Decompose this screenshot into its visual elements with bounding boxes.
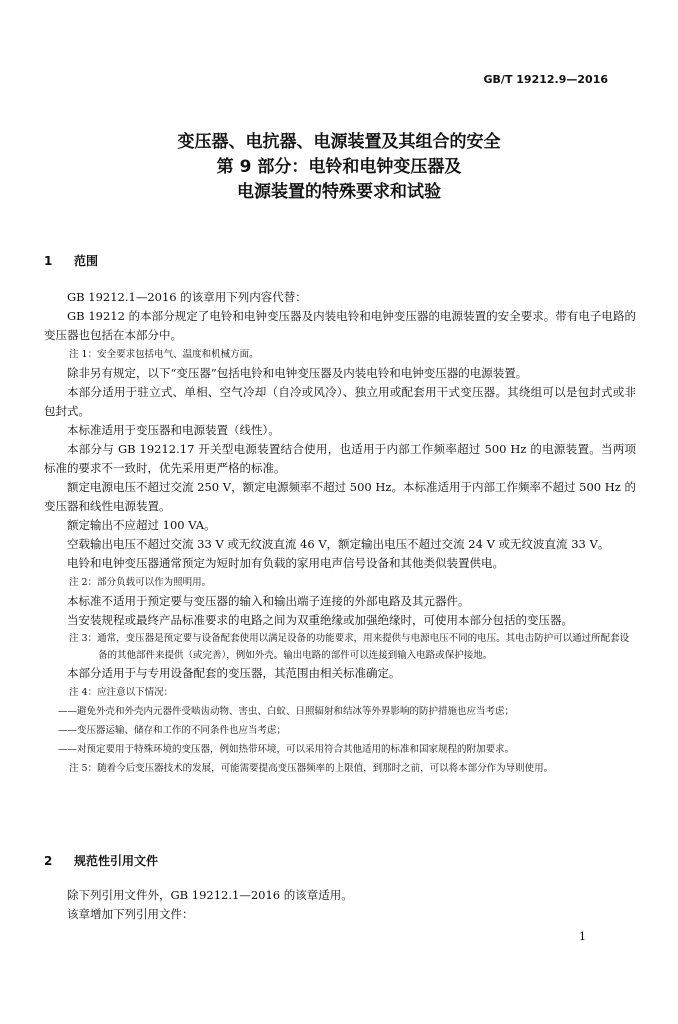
- paragraph: 该章增加下列引用文件：: [67, 907, 194, 921]
- paragraph: 额定电源电压不超过交流 250 V，额定电源频率不超过 500 Hz。本标准适用于内部工作频率不超过 500 Hz 的变压器和线性电源装置。: [44, 480, 636, 513]
- paragraph: 本部分适用于驻立式、单相、空气冷却（自冷或风冷）、独立用或配套用干式变压器。其绕组可以是包封式或非包封式。: [44, 385, 636, 418]
- title-line-2: 第 9 部分：电铃和电钟变压器及: [216, 157, 462, 177]
- title-line-1: 变压器、电抗器、电源装置及其组合的安全: [177, 132, 501, 152]
- list-item: ——变压器运输、储存和工作的不同条件也应当考虑；: [58, 725, 287, 736]
- section-title: 范围: [74, 254, 99, 268]
- section-number: 2: [44, 854, 53, 868]
- paragraph: 本标准适用于变压器和电源装置（线性）。: [67, 423, 280, 437]
- note: 注 1：安全要求包括电气、温度和机械方面。: [69, 349, 259, 360]
- paragraph: 除非另有规定，以下“变压器”包括电铃和电钟变压器及内装电铃和电钟变压器的电源装置。: [67, 366, 528, 380]
- title-line-3: 电源装置的特殊要求和试验: [237, 182, 441, 202]
- paragraph: 除下列引用文件外，GB 19212.1—2016 的该章适用。: [67, 888, 353, 902]
- paragraph: 本部分与 GB 19212.17 开关型电源装置结合使用，也适用于内部工作频率超过 500 Hz 的电源装置。当两项标准的要求不一致时，优先采用更严格的标准。: [44, 442, 636, 475]
- section-2-body: [44, 886, 636, 924]
- section-number: 1: [44, 254, 53, 268]
- paragraph: GB 19212.1—2016 的该章用下列内容代替：: [67, 290, 307, 304]
- standard-number: GB/T 19212.9—2016: [483, 73, 608, 86]
- paragraph: 空载输出电压不超过交流 33 V 或无纹波直流 46 V，额定输出电压不超过交流 24 V 或无纹波直流 33 V。: [67, 537, 610, 551]
- note: [44, 630, 636, 664]
- paragraph: 额定输出不应超过 100 VA。: [67, 518, 216, 532]
- section-1-heading: [44, 252, 98, 269]
- paragraph: 当安装规程或最终产品标准要求的电路之间为双重绝缘或加强绝缘时，可使用本部分包括的变压器。: [67, 613, 573, 627]
- section-1-body: [44, 288, 636, 778]
- note: 注 5：随着今后变压器技术的发展，可能需要提高变压器频率的上限值，到那时之前，可以将本部分作为导则使用。: [69, 763, 554, 774]
- note: 注 4：应注意以下情况：: [69, 687, 174, 698]
- paragraph: 电铃和电钟变压器通常预定为短时加有负载的家用电声信号设备和其他类似装置供电。: [67, 556, 504, 570]
- paragraph: 本标准不适用于预定要与变压器的输入和输出端子连接的外部电路及其元器件。: [67, 594, 470, 608]
- document-title: [0, 130, 678, 205]
- paragraph: 本部分适用于与专用设备配套的变压器，其范围由相关标准确定。: [67, 666, 401, 680]
- list-item: ——避免外壳和外壳内元器件受啮齿动物、害虫、白蚁、日照辐射和结冰等外界影响的防护措施也应当考虑；: [58, 706, 515, 717]
- note: 注 2：部分负载可以作为照明用。: [69, 577, 212, 588]
- section-2-heading: [44, 852, 158, 869]
- paragraph: GB 19212 的本部分规定了电铃和电钟变压器及内装电铃和电钟变压器的电源装置的安全要求。带有电子电路的变压器也包括在本部分中。: [44, 309, 636, 342]
- list-item: ——对预定要用于特殊环境的变压器，例如热带环境，可以采用符合其他适用的标准和国家规程的附加要求。: [58, 744, 515, 755]
- page-number: 1: [579, 930, 586, 943]
- section-title: 规范性引用文件: [74, 854, 159, 868]
- note-text: 注 3：通常，变压器是预定要与设备配套使用以满足设备的功能要求，用来提供与电源电压不同的电压。其电击防护可以通过所配套设备的其他部件来提供（或完善），例如外壳。输出电路的部件可以连接到输入电路或保护接地。: [69, 633, 630, 661]
